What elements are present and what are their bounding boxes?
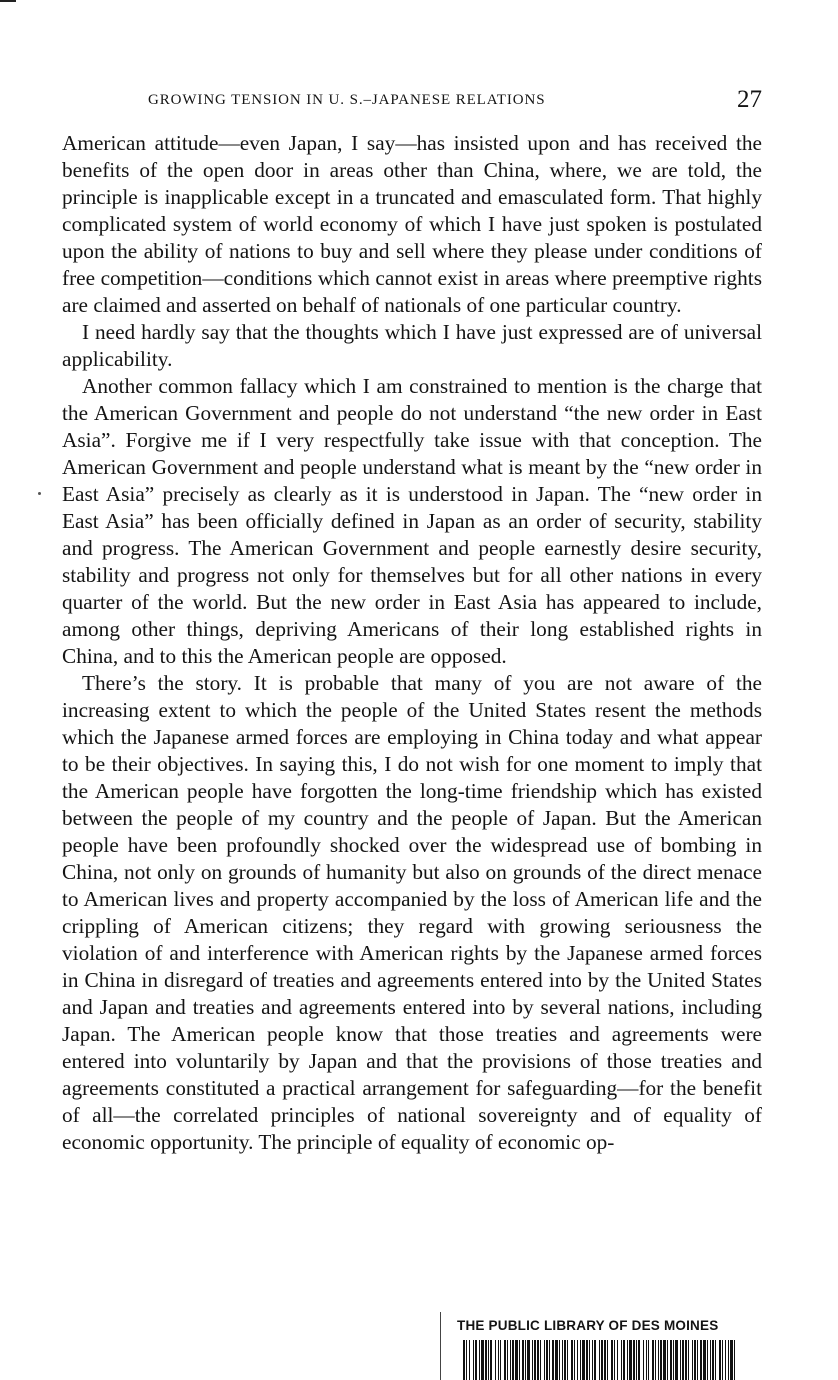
running-title: GROWING TENSION IN U. S.–JAPANESE RELATIONS	[148, 92, 546, 108]
barcode-bar	[522, 1340, 524, 1380]
barcode-bar	[623, 1340, 625, 1380]
barcode-bar	[567, 1340, 568, 1380]
barcode-bar	[715, 1340, 716, 1380]
barcode-bar	[507, 1340, 508, 1380]
barcode-bar	[682, 1340, 684, 1380]
barcode-bar	[694, 1340, 696, 1380]
barcode-bar	[685, 1340, 687, 1380]
barcode-bar	[515, 1340, 518, 1380]
barcode-bar	[527, 1340, 530, 1380]
barcode-bar	[469, 1340, 470, 1380]
barcode-bar	[559, 1340, 560, 1380]
library-stamp-text: THE PUBLIC LIBRARY OF DES MOINES	[457, 1318, 719, 1333]
barcode-bar	[658, 1340, 659, 1380]
barcode-bar	[627, 1340, 628, 1380]
barcode-bar	[500, 1340, 501, 1380]
barcode-bar	[525, 1340, 526, 1380]
barcode-bar	[692, 1340, 693, 1380]
paragraph-continued: American attitude—even Japan, I say—has insisted upon and has received the benefits of the open door in areas other than China, where, we are told, the principle is inapplicable except in a truncated and emasculated form. That highly complicated system of world economy of which I have just spoken is postulated upon the ability of nations to buy and sell where they please under conditions of free competition—conditions which cannot exist in areas where preemptive rights are claimed and asserted on behalf of nationals of one particular country.	[62, 131, 762, 317]
barcode-bar	[629, 1340, 632, 1380]
barcode-bar	[710, 1340, 711, 1380]
barcode-bar	[648, 1340, 649, 1380]
barcode-bar	[680, 1340, 681, 1380]
barcode-bar	[479, 1340, 480, 1380]
barcode-bar	[670, 1340, 672, 1380]
barcode-bar	[504, 1340, 506, 1380]
barcode-bar	[697, 1340, 698, 1380]
barcode-bar	[607, 1340, 608, 1380]
barcode-bar	[485, 1340, 487, 1380]
barcode-bar	[495, 1340, 496, 1380]
barcode-bar	[655, 1340, 656, 1380]
barcode-bar	[571, 1340, 573, 1380]
barcode-bar	[546, 1340, 548, 1380]
barcode-bar	[532, 1340, 533, 1380]
running-head	[148, 86, 762, 116]
barcode-bar	[475, 1340, 477, 1380]
barcode-bar	[498, 1340, 499, 1380]
barcode-bar	[688, 1340, 689, 1380]
body-text	[62, 130, 762, 1156]
barcode-bar	[734, 1340, 735, 1380]
page-number: 27	[737, 86, 762, 113]
barcode-bar	[594, 1340, 596, 1380]
barcode-bar	[643, 1340, 644, 1380]
paragraph: Another common fallacy which I am constrained to mention is the charge that the American Government and people do not understand “the new order in East Asia”. Forgive me if I very respectfully take issue with that conception. The American Government and people understand what is meant by the “new order in East Asia” precisely as clearly as it is understood in Japan. The “new order in East Asia” has been officially defined in Japan as an order of security, stability and progress. The American Government and people earnestly desire security, stability and progress not only for themselves but for all other nations in every quarter of the world. But the new order in East Asia has appeared to include, among other things, depriving Americans of their long established rights in China, and to this the American people are opposed.	[62, 374, 762, 668]
stray-ink-mark	[38, 492, 41, 495]
barcode-bar	[614, 1340, 615, 1380]
barcode-bar	[589, 1340, 590, 1380]
barcode-bar	[537, 1340, 539, 1380]
barcode-bar	[519, 1340, 520, 1380]
barcode-bar	[490, 1340, 492, 1380]
barcode-bar	[675, 1340, 678, 1380]
barcode-bar	[707, 1340, 708, 1380]
barcode-bar	[638, 1340, 640, 1380]
barcode-bar	[463, 1340, 465, 1380]
barcode-bar	[549, 1340, 550, 1380]
barcode-bar	[611, 1340, 613, 1380]
barcode-bar	[580, 1340, 581, 1380]
barcode-bar	[577, 1340, 578, 1380]
barcode-bar	[663, 1340, 666, 1380]
paragraph: I need hardly say that the thoughts which I have just expressed are of universal applicability.	[62, 320, 762, 371]
barcode-bar	[646, 1340, 647, 1380]
barcode-bar	[660, 1340, 662, 1380]
barcode-icon	[463, 1340, 735, 1380]
barcode-bar	[703, 1340, 706, 1380]
barcode-bar	[481, 1340, 484, 1380]
barcode-bar	[534, 1340, 536, 1380]
barcode-bar	[604, 1340, 606, 1380]
barcode-bar	[540, 1340, 541, 1380]
barcode-bar	[555, 1340, 558, 1380]
barcode-bar	[574, 1340, 575, 1380]
barcode-bar	[562, 1340, 563, 1380]
top-edge-rule	[0, 0, 16, 2]
barcode-bar	[719, 1340, 721, 1380]
barcode-bar	[652, 1340, 654, 1380]
barcode-bar	[712, 1340, 714, 1380]
paragraph: There’s the story. It is probable that many of you are not aware of the increasing extent to which the people of the United States resent the methods which the Japanese armed forces are employing in China today and what appear to be their objectives. In saying this, I do not wish for one moment to imply that the American people have forgotten the long-time friendship which has existed between the people of my country and the people of Japan. But the American people have been profoundly shocked over the widespread use of bombing in China, not only on grounds of humanity but also on grounds of the direct menace to American lives and property accompanied by the loss of American life and the crippling of American citizens; they regard with growing seriousness the violation of and interference with American rights by the Japanese armed forces in China in disregard of treaties and agreements entered into by the United States and Japan and treaties and agreements entered into by several nations, including Japan. The American people know that those treaties and agreements were entered into voluntarily by Japan and that the provisions of those treaties and agreements constituted a practical arrangement for safeguarding—for the benefit of all—the correlated principles of national sovereignty and of equality of economic opportunity. The principle of equality of economic op-	[62, 671, 762, 1154]
barcode-bar	[722, 1340, 723, 1380]
barcode-bar	[700, 1340, 702, 1380]
barcode-bar	[673, 1340, 674, 1380]
barcode-bar	[586, 1340, 588, 1380]
barcode-bar	[730, 1340, 733, 1380]
barcode-bar	[582, 1340, 585, 1380]
barcode-bar	[633, 1340, 635, 1380]
barcode-bar	[544, 1340, 545, 1380]
barcode-bar	[466, 1340, 467, 1380]
barcode-bar	[601, 1340, 603, 1380]
barcode-bar	[728, 1340, 729, 1380]
barcode-bar	[552, 1340, 554, 1380]
barcode-bar	[621, 1340, 622, 1380]
barcode-bar	[725, 1340, 726, 1380]
barcode-bar	[617, 1340, 618, 1380]
barcode-bar	[473, 1340, 474, 1380]
barcode-bar	[592, 1340, 593, 1380]
barcode-bar	[564, 1340, 566, 1380]
barcode-bar	[599, 1340, 600, 1380]
library-stamp	[440, 1312, 751, 1380]
barcode-bar	[512, 1340, 514, 1380]
barcode-bar	[636, 1340, 637, 1380]
barcode-bar	[510, 1340, 511, 1380]
barcode-bar	[667, 1340, 668, 1380]
barcode-bar	[488, 1340, 489, 1380]
